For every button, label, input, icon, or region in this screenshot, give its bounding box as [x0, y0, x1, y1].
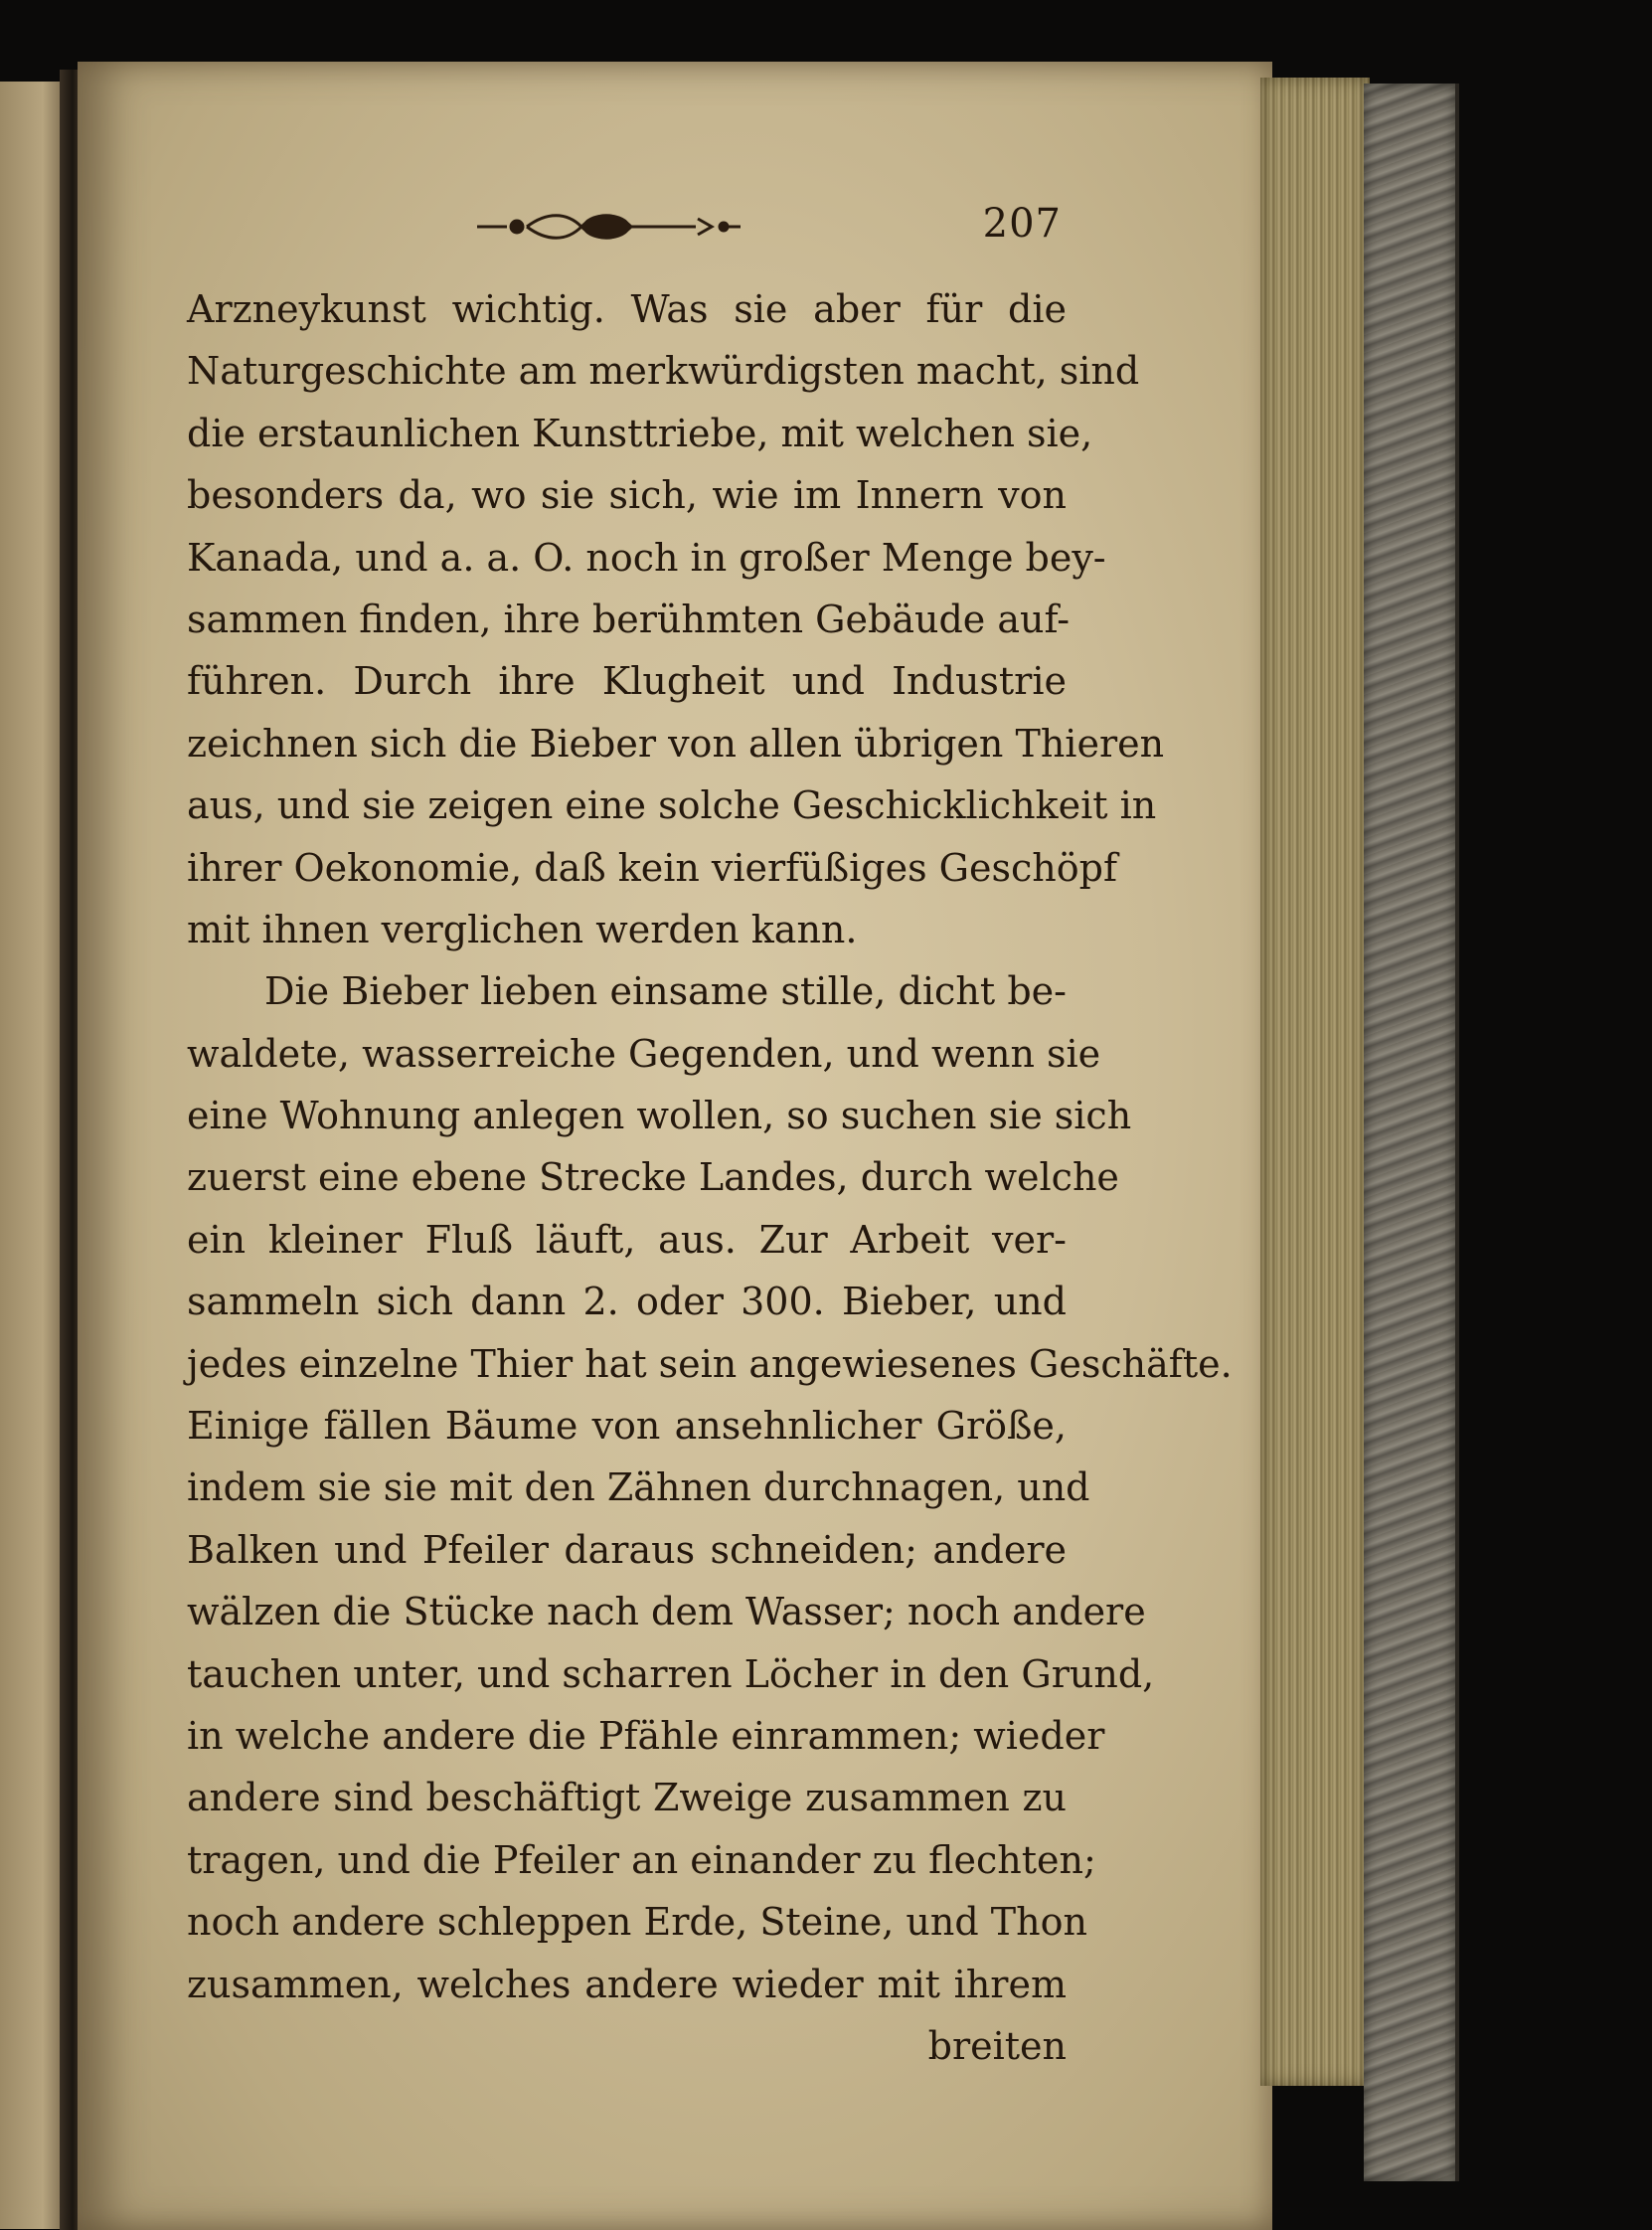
text-line: in welche andere die Pfähle einrammen; wieder [187, 1713, 1105, 1758]
text-line: Kanada, und a. a. O. noch in großer Menge bey- [187, 535, 1106, 580]
text-line: andere sind beschäftigt Zweige zusammen zu [187, 1776, 1067, 1820]
page-header [187, 199, 1067, 278]
text-line: noch andere schleppen Erde, Steine, und Thon [187, 1900, 1087, 1945]
page-number: 207 [982, 201, 1062, 247]
text-line: Naturgeschichte am merkwürdigsten macht, sind [187, 349, 1140, 394]
page-text [187, 199, 1233, 2077]
text-line: Arzneykunst wichtig. Was sie aber für die [187, 287, 1067, 331]
text-line: indem sie sie mit den Zähnen durchnagen, und [187, 1465, 1090, 1510]
text-line: tragen, und die Pfeiler an einander zu flechten; [187, 1837, 1096, 1882]
text-line: zuerst eine ebene Strecke Landes, durch welche [187, 1155, 1119, 1200]
text-line: eine Wohnung anlegen wollen, so suchen sie sich [187, 1094, 1132, 1138]
text-line: waldete, wasserreiche Gegenden, und wenn sie [187, 1031, 1101, 1076]
text-line: zeichnen sich die Bieber von allen übrigen Thieren [187, 721, 1165, 766]
text-line: Balken und Pfeiler daraus schneiden; andere [187, 1527, 1067, 1572]
text-line: sammen finden, ihre berühmten Gebäude auf- [187, 597, 1071, 641]
text-line: Die Bieber lieben einsame stille, dicht be- [264, 969, 1067, 1014]
text-line: ein kleiner Fluß läuft, aus. Zur Arbeit ver- [187, 1217, 1067, 1262]
text-line: besonders da, wo sie sich, wie im Innern von [187, 473, 1067, 518]
text-line: die erstaunlichen Kunsttriebe, mit welchen sie, [187, 411, 1093, 455]
text-line: ihrer Oekonomie, daß kein vierfüßiges Geschöpf [187, 845, 1118, 890]
text-line: zusammen, welches andere wieder mit ihrem [187, 1962, 1067, 2006]
text-line: mit ihnen verglichen werden kann. [187, 907, 858, 951]
ornament-icon [467, 207, 745, 247]
text-line: Einige fällen Bäume von ansehnlicher Größe, [187, 1404, 1067, 1449]
text-line: aus, und sie zeigen eine solche Geschicklichkeit in [187, 783, 1157, 828]
text-line: wälzen die Stücke nach dem Wasser; noch andere [187, 1590, 1146, 1634]
text-line: tauchen unter, und scharren Löcher in den Grund, [187, 1651, 1155, 1696]
page-stack-edges [1260, 78, 1370, 2086]
text-line: sammeln sich dann 2. oder 300. Bieber, und [187, 1280, 1067, 1324]
text-line: führen. Durch ihre Klugheit und Industrie [187, 659, 1067, 704]
marbled-cover [1364, 84, 1459, 2181]
text-line: jedes einzelne Thier hat sein angewiesenes Geschäfte. [187, 1341, 1233, 1386]
catchword: breiten [927, 2023, 1067, 2068]
